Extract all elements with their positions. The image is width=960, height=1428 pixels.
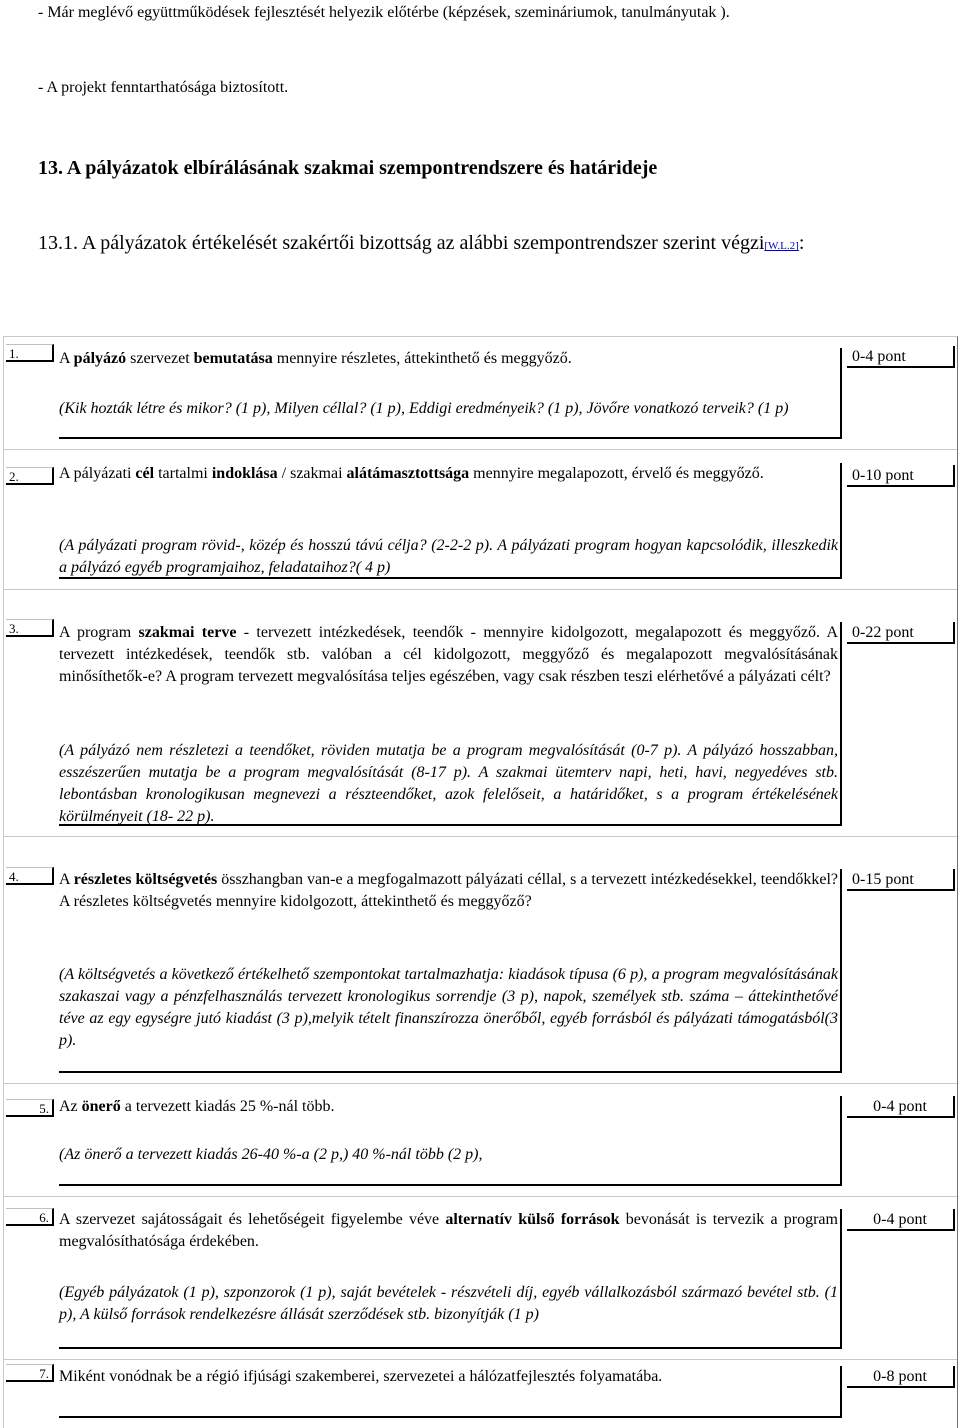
text-segment: mennyire megalapozott, érvelő és meggyőző. — [469, 465, 764, 482]
subtitle-text: 13.1. A pályázatok értékelését szakértői bizottság az alábbi szempontrendszer szerint végzi — [38, 232, 765, 254]
section-subtitle — [38, 230, 804, 259]
criterion-number: 1. — [6, 344, 54, 362]
bold-keyword: részletes költségvetés — [73, 871, 218, 888]
criterion-description — [59, 622, 842, 826]
criterion-number: 5. — [6, 1099, 54, 1117]
criterion-points: 0-15 pont — [847, 869, 955, 891]
criterion-scoring-note: (Az önerő a tervezett kiadás 26-40 %-a (2 p,) 40 %-nál több (2 p), — [59, 1146, 483, 1163]
text-segment: Miként vonódnak be a régió ifjúsági szakemberei, szervezetei a hálózatfejlesztés folyamatába. — [59, 1368, 663, 1385]
criterion-row-3 — [4, 589, 957, 836]
criterion-number: 2. — [6, 467, 54, 485]
text-segment: A pályázati — [59, 465, 136, 482]
intro-line-2: - A projekt fenntarthatósága biztosított. — [38, 79, 289, 96]
criterion-scoring-note: (Kik hozták létre és mikor? (1 p), Milyen céllal? (1 p), Eddigi eredményeik? (1 p), Jövőre vonatkozó terveik? (1 p) — [59, 400, 789, 417]
criterion-row-4 — [4, 836, 957, 1083]
criterion-points: 0-4 pont — [847, 346, 955, 368]
bold-keyword: alátámasztottsága — [346, 465, 470, 482]
criterion-description — [59, 1209, 842, 1349]
bold-keyword: alternatív külső források — [445, 1211, 620, 1228]
text-segment: Az — [59, 1098, 82, 1115]
criterion-scoring-note: (A költségvetés a következő értékelhető szempontokat tartalmazhatja: kiadások típusa (6 p), a program megvalósításának szakaszai vagy a pénzfelhasználás tervezett kronologikus sorrendje (3 p), napok, személyek stb. száma – áttekinthetővé téve az egy egységre jutó kiadást (3 p),melyik tételt finanszírozza önerőből, egyéb forrásból és pályázati támogatásból(3 p). — [59, 966, 838, 1049]
text-segment: a tervezett kiadás 25 %-nál több. — [120, 1098, 335, 1115]
criterion-number: 6. — [6, 1208, 54, 1226]
row-separator — [4, 589, 957, 590]
text-segment: bevonását is tervezik a program megvalósíthatósága érdekében. — [59, 1211, 838, 1250]
bold-keyword: cél — [135, 465, 155, 482]
criterion-main-text — [59, 622, 838, 688]
criterion-description — [59, 1096, 842, 1186]
criterion-main-text — [59, 869, 838, 913]
row-separator — [4, 1359, 957, 1360]
intro-line-1: - Már meglévő együttműködések fejlesztését helyezik előtérbe (képzések, szemináriumok, tanulmányutak ). — [38, 4, 730, 21]
criterion-scoring-note: (Egyéb pályázatok (1 p), szponzorok (1 p), saját bevételek - részvételi díj, egyéb vállalkozásból származó bevétel stb. (1 p), A külső források rendelkezésre állását szerződések stb. bizonyítják (1 p) — [59, 1284, 838, 1323]
criterion-description — [59, 869, 842, 1073]
criterion-points: 0-4 pont — [847, 1096, 955, 1118]
criterion-description — [59, 348, 842, 439]
criterion-points: 0-8 pont — [847, 1366, 955, 1388]
row-separator — [4, 449, 957, 450]
text-segment: szervezet — [126, 350, 194, 367]
text-segment: A — [59, 350, 74, 367]
bold-keyword: szakmai terve — [138, 624, 237, 641]
criterion-number: 7. — [6, 1364, 54, 1382]
bold-keyword: pályázó — [73, 350, 127, 367]
text-segment: / szakmai — [277, 465, 347, 482]
section-title: 13. A pályázatok elbírálásának szakmai szempontrendszere és határideje — [38, 157, 658, 179]
row-separator — [4, 836, 957, 837]
criteria-table — [3, 336, 958, 1428]
criterion-number: 4. — [6, 867, 54, 885]
criterion-points: 0-10 pont — [847, 465, 955, 487]
text-segment: - tervezett intézkedések, teendők - mennyire kidolgozott, megalapozott és meggyőző. A tervezett intézkedések, teendők stb. valóban a cél kidolgozott, meggyőző és megalapozott megvalósításának minősíthetők-e? A program tervezett megvalósítása teljes egészében, vagy csak részben teszi elérhetővé a pályázati célt? — [59, 624, 839, 685]
text-segment: A — [59, 871, 74, 888]
criterion-row-6 — [4, 1196, 957, 1359]
text-segment: összhangban van-e a megfogalmazott pályázati céllal, s a tervezett intézkedésekkel, teendőkkel? A részletes költségvetés mennyire kidolgozott, áttekinthető és meggyőző? — [59, 871, 839, 910]
row-separator — [4, 1083, 957, 1084]
criterion-description — [59, 1366, 842, 1418]
criterion-main-text — [59, 348, 838, 370]
criterion-row-7 — [4, 1359, 957, 1428]
subtitle-colon: : — [798, 232, 805, 254]
criterion-main-text — [59, 1096, 838, 1118]
bold-keyword: bemutatása — [193, 350, 273, 367]
criterion-number: 3. — [6, 619, 54, 637]
text-segment: A szervezet sajátosságait és lehetőségeit figyelembe véve — [59, 1211, 446, 1228]
criterion-row-2 — [4, 449, 957, 589]
criterion-row-1 — [4, 337, 957, 449]
criterion-points: 0-22 pont — [847, 622, 955, 644]
criterion-points: 0-4 pont — [847, 1209, 955, 1231]
row-separator — [4, 1196, 957, 1197]
text-segment: tartalmi — [154, 465, 212, 482]
bold-keyword: indoklása — [211, 465, 278, 482]
criterion-main-text — [59, 1366, 838, 1388]
criterion-scoring-note: (A pályázó nem részletezi a teendőket, röviden mutatja be a program megvalósítását (0-7 p). A pályázó hosszabban, esszészerűen mutatja be a program megvalósítását (8-17 p). A szakmai ütemterv napi, heti, havi, negyedéves stb. lebontásban kronologikusan megnevezi a részteendőket, azok felelőseit, a határidőket, s a program értékelésének körülményeit (18- 22 p). — [59, 742, 838, 825]
criterion-row-5 — [4, 1083, 957, 1196]
text-segment: mennyire részletes, áttekinthető és meggyőző. — [272, 350, 572, 367]
criterion-main-text — [59, 463, 838, 485]
criterion-scoring-note: (A pályázati program rövid-, közép és hosszú távú célja? (2-2-2 p). A pályázati program hogyan kapcsolódik, illeszkedik a pályázó egyéb programjaihoz, feladataihoz?( 4 p) — [59, 537, 838, 576]
criterion-main-text — [59, 1209, 838, 1253]
text-segment: A program — [59, 624, 139, 641]
comment-reference-link[interactable]: [W.L.2] — [764, 240, 799, 252]
criterion-description — [59, 463, 842, 579]
bold-keyword: önerő — [81, 1098, 121, 1115]
